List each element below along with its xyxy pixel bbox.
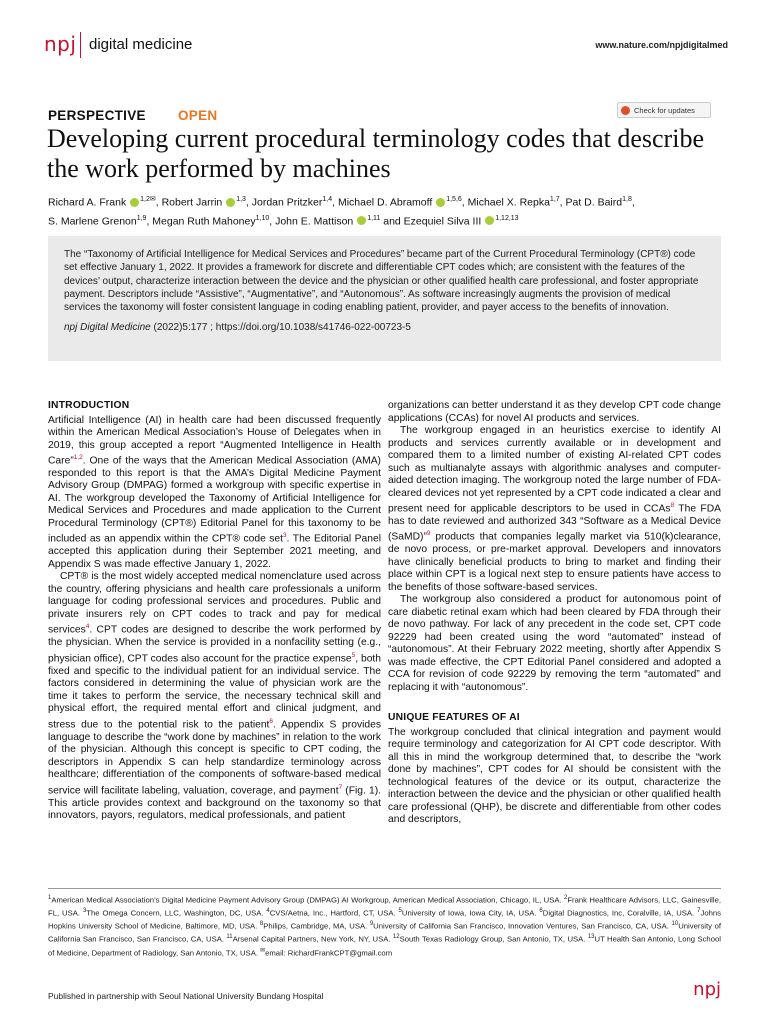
citation bbox=[64, 322, 705, 333]
citation-doi[interactable]: (2022)5:177 ; https://doi.org/10.1038/s41746-022-00723-5 bbox=[150, 322, 411, 334]
journal-name[interactable]: digital medicine bbox=[89, 36, 193, 53]
abstract-box bbox=[48, 236, 721, 361]
update-icon bbox=[621, 106, 630, 115]
orcid-icon[interactable] bbox=[226, 198, 235, 207]
publisher-note: Published in partnership with Seoul National University Bundang Hospital bbox=[48, 991, 324, 1001]
section-heading-introduction: INTRODUCTION bbox=[48, 400, 130, 411]
citation-journal: npj Digital Medicine bbox=[64, 322, 151, 334]
check-for-updates-button[interactable] bbox=[617, 102, 711, 118]
header-divider bbox=[80, 32, 81, 58]
orcid-icon[interactable] bbox=[485, 216, 494, 225]
body-paragraph: CPT® is the most widely accepted medical nomenclature used across the country, offering physicians and health care professionals a uniform language for coding professional services and procedures. Public and private insurers rely on CPT codes to track and pay for medical services$^4$. CPT codes are designed to describe the work performed by the physician. When the service is provided in a nonfacility setting (e.g., physician office), CPT codes also account for the practice expense$^5$, both fixed and specific to the individual patient for an individual service. The factors considered in determining the value of physician work are the time it takes to perform the service, the necessary technical skill and physical effort, the required mental effort and clinical judgment, and stress due to the potential risk to the patient$^6$. Appendix S provides language to describe the “work done by machines” in relation to the work of the physician. Although this concept is specific to CPT coding, the descriptors in Appendix S can help standardize terminology across healthcare; differentiation of the components of software-based medical service will facilitate labeling, valuation, coverage, and payment$^7$ (Fig. 1). This article provides context and background on the taxonomy so that innovators, payors, regulators, medical professionals, and patient bbox=[48, 571, 382, 822]
npj-logo[interactable]: npj bbox=[44, 32, 77, 56]
journal-url[interactable]: www.nature.com/npjdigitalmed bbox=[595, 40, 728, 50]
body-paragraph: Artificial Intelligence (AI) in health care had been discussed frequently within the American Medical Association’s House of Delegates when in 2019, this group accepted a report “Augmented Intelligence in Health Care”$^{1,2}$. One of the ways that the American Medical Association (AMA) responded to this report is that the AMA’s Digital Medicine Payment Advisory Group (DMPAG) formed a workgroup with specific expertise in AI. The workgroup developed the Taxonomy of Artificial Intelligence for Medical Services and Procedures and made application to the Current Procedural Terminology (CPT®) Editorial Panel for this taxonomy to be included as an appendix within the CPT® code set$^3$. The Editorial Panel accepted this application during their September 2021 meeting, and Appendix S was made effective January 1, 2022. bbox=[48, 414, 381, 570]
footnote-divider bbox=[48, 888, 721, 889]
article-title: Developing current procedural terminology codes that describe the work performed by machines bbox=[47, 124, 704, 183]
affiliations: $^1$American Medical Association’s Digital Medicine Payment Advisory Group (DMPAG) AI Workgroup, American Medical Association, Chicago, IL, USA. $^2$Frank Healthcare Advisors, LLC, Gainesville, FL, USA. $^3$The Omega Concern, LLC, Washington, DC, USA. $^4$CVS/Aetna, Inc., Hartford, CT, USA. $^5$University of Iowa, Iowa City, IA, USA. $^6$Digital Diagnostics, Inc, Coralville, IA, USA. $^7$Johns Hopkins University School of Medicine, Baltimore, MD, USA. $^8$Philips, Cambridge, MA, USA. $^9$University of California San Francisco, Innovation Ventures, San Francisco, CA, USA. $^{10}$University of California San Francisco, San Francisco, CA, USA. $^{11}$Arsenal Capital Partners, New York, NY, USA. $^{12}$South Texas Radiology Group, San Antonio, TX, USA. $^{13}$UT Health San Antonio, Long School of Medicine, Department of Radiology, San Antonio, TX, USA. ✉email: RichardFrankCPT@gmail.com bbox=[48, 895, 722, 958]
body-paragraph: The workgroup concluded that clinical integration and payment would require terminology and categorization for AI CPT code descriptor. With all this in mind the workgroup determined that, to describe the “work done by machines”, CPT codes for AI should be consistent with the technological features of the device or its output, characterize the interaction between the device and the physician or other qualified health care professional (QHP), be discrete and differentiable from other codes and descriptors, bbox=[388, 726, 721, 826]
article-type: PERSPECTIVE bbox=[48, 108, 146, 123]
author-list: Richard A. Frank $^{1,2✉}$, Robert Jarrin $^{1,3}$, Jordan Pritzker$^{1,4}$, Michael D. Abramoff $^{1,5,6}$, Michael X. Repka$^{1,7}$, Pat D. Baird$^{1,8}$, S. Marlene Grenon$^{1,9}$, Megan Ruth Mahoney$^{1,10}$, John E. Mattison $^{1,11}$ and Ezequiel Silva III $^{1,12,13}$ bbox=[48, 196, 635, 227]
body-paragraph: The workgroup also considered a product for autonomous point of care diabetic retinal exam which had been cleared by FDA through their de novo pathway. For lack of any precedent in the code set, CPT code 92229 had been created using the word “automated” instead of “autonomous”. At their February 2022 meeting, shortly after Appendix S was made effective, the CPT Editorial Panel considered and adopted a CCA for revision of code 92229 by removing the term “automated” and replacing it with “autonomous”. bbox=[388, 594, 721, 693]
check-for-updates-label: Check for updates bbox=[634, 105, 695, 115]
orcid-icon[interactable] bbox=[130, 198, 139, 207]
body-paragraph: organizations can better understand it as they develop CPT code change applications (CCAs) for novel AI products and services. bbox=[388, 400, 721, 424]
abstract-text: The “Taxonomy of Artificial Intelligence for Medical Services and Procedures” became part of the Current Procedural Terminology (CPT®) code set effective January 1, 2022. It provides a framework for discrete and differentiable CPT codes which; are consistent with the features of the devices’ output, characterize interaction between the device and the physician or other qualified health care professional, and foster appropriate payment. Descriptors include “Assistive”, “Augmentative”, and “Autonomous”. As software increasingly augments the provision of medical services the taxonomy will foster consistent language in coding enabling patient, provider, and payer access to the benefits of innovation. bbox=[64, 249, 699, 314]
orcid-icon[interactable] bbox=[436, 198, 445, 207]
body-column-left bbox=[48, 400, 381, 823]
footer-npj-logo[interactable]: npj bbox=[693, 979, 721, 1000]
body-column-right bbox=[388, 400, 721, 827]
orcid-icon[interactable] bbox=[357, 216, 366, 225]
section-heading-unique-features: UNIQUE FEATURES OF AI bbox=[388, 712, 520, 724]
body-paragraph: The workgroup engaged in an heuristics exercise to identify AI products and services currently available or in development and compared them to a limited number of existing AI-related CPT codes such as multianalyte assays with algorithmic analyses and computer-aided detection imaging. The workgroup noted the large number of FDA-cleared devices not yet represented by a CPT code indicated a clear and present need for applicable descriptors to be used in CCAs$^8$ The FDA has to date reviewed and authorized 343 “Software as a Medical Device (SaMD)”$^9$ products that companies legally market via 510(k)clearance, de novo process, or pre-market approval. Developers and innovators have clinically beneficial products to bring to market and finding their place within CPT is a logical next step to ensure patients have access to the benefits of those software-based services. bbox=[388, 425, 721, 593]
open-access-badge: OPEN bbox=[178, 108, 218, 123]
journal-header bbox=[40, 30, 728, 60]
